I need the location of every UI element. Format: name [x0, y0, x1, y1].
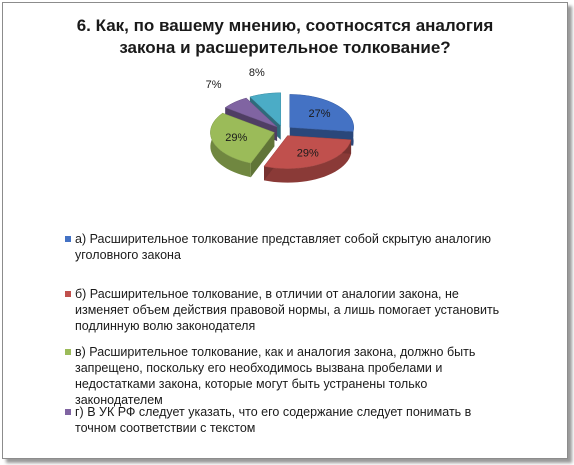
pie-data-label-1: 27%	[308, 107, 331, 120]
legend-swatch-1	[65, 236, 71, 242]
chart-frame	[2, 2, 568, 459]
pie-data-label-3: 29%	[225, 132, 248, 145]
legend-swatch-2	[65, 291, 71, 297]
legend-item-3	[65, 344, 505, 408]
pie-data-label-4: 7%	[205, 78, 222, 91]
chart-title-line-2: закона и расшерительное толкование?	[119, 38, 451, 57]
legend-item-2	[65, 286, 505, 334]
legend-item-4	[65, 404, 505, 436]
legend-swatch-4	[65, 409, 71, 415]
legend-item-1	[65, 231, 505, 263]
legend-label-2: б) Расширительное толкование, в отличии от аналогии закона, не изменяет объем действия правовой нормы, а лишь помогает установить подлинную волю законодателя	[75, 287, 500, 333]
pie-data-label-2: 29%	[296, 147, 319, 160]
legend-label-4: г) В УК РФ следует указать, что его содержание следует понимать в точном соответствии с текстом	[75, 405, 472, 435]
legend-swatch-3	[65, 349, 71, 355]
pie-chart	[3, 3, 567, 228]
legend-label-3: в) Расширительное толкование, как и аналогия закона, должно быть запрещено, поскольку его необходимось вызвана пробелами и недостатками закона, которые могут быть устранены только законодателем	[75, 345, 476, 407]
legend-label-1: а) Расширительное толкование представляет собой скрытую аналогию уголовного закона	[75, 232, 492, 262]
chart-title-line-1: 6. Как, по вашему мнению, соотносятся аналогия	[76, 16, 494, 35]
pie-data-label-5: 8%	[248, 66, 265, 79]
